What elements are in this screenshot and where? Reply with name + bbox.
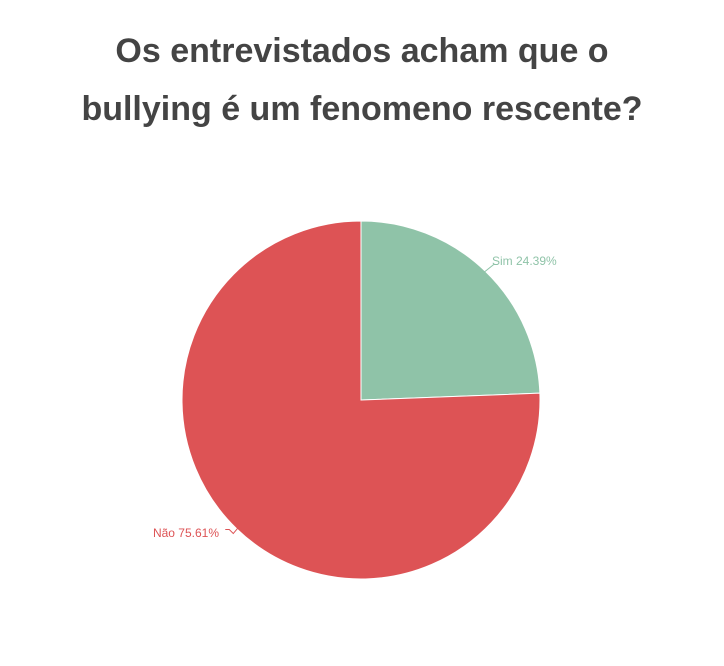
- slice-label-sim: Sim 24.39%: [492, 254, 557, 268]
- chart-title-line-1: Os entrevistados acham que o: [115, 32, 609, 70]
- slice-label-nao: Não 75.61%: [152, 526, 219, 540]
- chart-title-line-2: bullying é um fenomeno rescente?: [81, 90, 643, 128]
- pie-slice-sim[interactable]: [361, 221, 540, 400]
- pie-slices: [182, 221, 540, 579]
